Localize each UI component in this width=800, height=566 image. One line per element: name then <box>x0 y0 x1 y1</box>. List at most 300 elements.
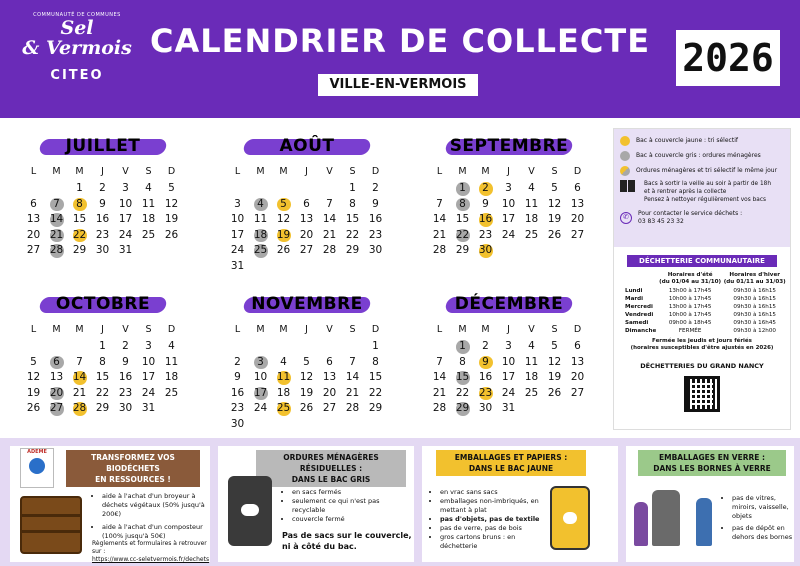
month-block <box>222 290 392 432</box>
citeo-logo: CITEO <box>50 68 104 83</box>
table-row <box>619 303 787 311</box>
weekday-header: M <box>279 324 288 335</box>
month-grid <box>22 322 188 417</box>
calendar-day: 12 <box>276 213 291 225</box>
calendar-day: 5 <box>168 182 175 194</box>
calendar-day: 8 <box>459 355 466 368</box>
list-item: • aide à l'achat d'un composteur (100% jusqu'à 50€) <box>102 523 210 541</box>
calendar-day: 12 <box>299 371 314 383</box>
calendar-day: 3 <box>505 182 512 194</box>
calendar-day: 19 <box>276 228 291 241</box>
calendar-day: 25 <box>524 228 539 241</box>
calendar-day: 26 <box>164 228 179 241</box>
calendar-day: 17 <box>501 213 516 225</box>
weekday-header: J <box>305 166 308 177</box>
calendar-day: 5 <box>551 182 558 194</box>
calendar-day: 23 <box>478 386 493 399</box>
calendar-day: 9 <box>234 371 241 383</box>
month-grid <box>226 322 392 432</box>
bins-instruction-2: et à rentrer après la collecte <box>644 189 727 195</box>
calendar-day: 28 <box>322 244 337 256</box>
hours-cell: 13h00 à 17h45 <box>668 304 712 310</box>
hours-cell: 10h00 à 17h45 <box>668 296 712 302</box>
list-item: • seulement ce qui n'est pas recyclable <box>292 497 414 515</box>
gris-title-1: ORDURES MÉNAGÈRES RÉSIDUELLES : <box>283 453 379 473</box>
calendar-day: 15 <box>345 213 360 225</box>
grey-dot-icon <box>620 151 630 161</box>
logo-brand-line1: Sel <box>60 17 94 39</box>
calendar-day: 13 <box>299 213 314 225</box>
empty-cell <box>68 339 91 355</box>
calendar-day: 16 <box>95 213 110 225</box>
weekday-header: M <box>52 166 61 177</box>
weekday-header: V <box>528 166 535 177</box>
page-title: CALENDRIER DE COLLECTE <box>149 22 651 60</box>
calendar-day: 22 <box>455 228 470 241</box>
month-block <box>18 290 188 417</box>
calendar-day: 9 <box>482 197 489 210</box>
calendar-day: 25 <box>524 386 539 399</box>
calendar-day: 24 <box>230 244 245 256</box>
legend-grey-label: Bac à couvercle gris : ordures ménagères <box>636 152 761 159</box>
weekday-header: S <box>145 166 152 177</box>
list-item: • pas d'objets, pas de textile <box>440 515 548 524</box>
calendar-day: 15 <box>455 213 470 225</box>
weekday-header: M <box>256 324 265 335</box>
weekday-header: D <box>573 324 582 335</box>
calendar-day: 19 <box>547 371 562 383</box>
calendar-day: 22 <box>345 228 360 241</box>
calendar-day: 22 <box>72 228 87 241</box>
calendar-day: 11 <box>253 213 268 225</box>
calendar-day: 29 <box>455 244 470 256</box>
person-icon <box>634 502 648 546</box>
weekday-header: D <box>371 166 380 177</box>
calendar-day: 13 <box>570 197 585 210</box>
header-banner <box>0 0 800 118</box>
calendar-day: 9 <box>474 355 497 371</box>
table-row <box>619 311 787 319</box>
calendar-day: 26 <box>276 244 291 256</box>
weekday-header: D <box>167 324 176 335</box>
jaune-title-1: EMBALLAGES ET PAPIERS : <box>454 453 568 462</box>
month-block <box>424 290 594 417</box>
calendar-day: 27 <box>322 402 337 414</box>
calendar-day: 6 <box>574 182 581 194</box>
calendar-day: 16 <box>478 371 493 383</box>
calendar-day: 28 <box>432 402 447 414</box>
closed-notice: Fermée les jeudis et jours fériés <box>652 338 752 344</box>
calendar-day: 6 <box>303 197 310 210</box>
calendar-day: 19 <box>164 213 179 225</box>
biodechets-link[interactable]: https://www.cc-seletvermois.fr/dechets <box>92 556 210 563</box>
closed-notice-note: (horaires susceptibles d'être ajustés en 2026) <box>630 345 774 351</box>
calendar-day: 10 <box>253 371 268 383</box>
month-grid <box>428 322 594 417</box>
hours-cell: 13h00 à 17h45 <box>668 288 712 294</box>
calendar-day: 16 <box>230 386 245 399</box>
ademe-logo <box>20 448 54 488</box>
weekday-header: D <box>167 166 176 177</box>
month-grid <box>22 164 188 259</box>
calendar-day: 10 <box>118 197 133 210</box>
calendar-day: 7 <box>349 355 356 368</box>
winter-hours-header: Horaires d'hiver <box>729 272 781 278</box>
calendar-day: 20 <box>322 386 337 399</box>
calendar-day: 30 <box>230 417 245 430</box>
weekday-header: J <box>101 166 104 177</box>
weekday-header: V <box>528 324 535 335</box>
empty-cell <box>272 181 295 197</box>
empty-cell <box>428 339 451 355</box>
logo-community-label: COMMUNAUTÉ DE COMMUNES <box>33 12 121 18</box>
calendar-day: 27 <box>26 244 41 256</box>
calendar-day: 23 <box>118 386 133 399</box>
logo-brand-line2: & Vermois <box>22 37 132 59</box>
calendar-day: 27 <box>570 228 585 241</box>
weekday-header: M <box>75 166 84 177</box>
summer-hours-range: (du 01/04 au 31/10) <box>659 279 722 285</box>
calendar-day: 8 <box>451 197 474 213</box>
weekday-header: S <box>551 166 558 177</box>
hours-cell: 10h00 à 17h45 <box>668 312 712 318</box>
calendar-day: 17 <box>118 213 133 225</box>
grey-bin-icon <box>228 476 272 546</box>
calendar-day: 3 <box>122 182 129 194</box>
hours-cell: 09h00 à 18h45 <box>668 320 712 326</box>
calendar-day: 11 <box>276 371 291 383</box>
weekday-header: M <box>481 324 490 335</box>
weekday-header: M <box>256 166 265 177</box>
calendar-day: 20 <box>49 386 64 399</box>
biodechets-title-1: TRANSFORMEZ VOS BIODÉCHETS <box>91 453 175 473</box>
list-item: • aide à l'achat d'un broyeur à déchets végétaux (50% jusqu'à 200€) <box>102 492 210 519</box>
weekday-header: V <box>326 324 333 335</box>
verre-title-1: EMBALLAGES EN VERRE : <box>659 453 765 462</box>
bins-instruction-3: Pensez à nettoyer régulièrement vos bacs <box>644 197 767 203</box>
calendar-day: 10 <box>501 197 516 210</box>
ademe-label: ADEME <box>27 449 47 455</box>
empty-cell <box>22 181 45 197</box>
calendar-day: 2 <box>122 340 129 352</box>
globe-icon <box>29 458 45 474</box>
calendar-day: 3 <box>505 340 512 352</box>
calendar-day: 29 <box>345 244 360 256</box>
calendar-day: 21 <box>322 228 337 241</box>
month-title: AOÛT <box>279 136 335 156</box>
calendar-day: 5 <box>303 355 310 368</box>
gris-note: Pas de sacs sur le couvercle, ni à côté du bac. <box>282 531 412 551</box>
calendar-day: 14 <box>49 213 64 225</box>
weekday-header: S <box>145 324 152 335</box>
jaune-title-2: DANS LE BAC JAUNE <box>468 464 554 473</box>
empty-cell <box>318 339 341 355</box>
calendar-day: 22 <box>455 386 470 399</box>
calendar-day: 28 <box>49 244 64 256</box>
weekday-header: L <box>30 166 37 177</box>
calendar-day: 17 <box>501 371 516 383</box>
table-row <box>619 327 787 335</box>
calendar-day: 27 <box>570 386 585 399</box>
weekday-header: M <box>75 324 84 335</box>
weekday-header: M <box>458 324 467 335</box>
calendar-day: 27 <box>49 402 64 414</box>
calendar-day: 30 <box>118 402 133 414</box>
calendar-day: 29 <box>455 402 470 414</box>
legend-yellow-label: Bac à couvercle jaune : tri sélectif <box>636 137 738 144</box>
calendar-day: 6 <box>326 355 333 368</box>
calendar-day: 24 <box>118 228 133 241</box>
calendar-day: 8 <box>99 355 106 368</box>
qr-code-icon[interactable] <box>684 376 720 412</box>
hours-cell: 09h30 à 16h15 <box>733 312 776 318</box>
calendar-day: 1 <box>372 340 379 352</box>
month-grid <box>226 164 392 274</box>
calendar-day: 26 <box>26 402 41 414</box>
calendar-day: 3 <box>145 340 152 352</box>
hours-cell: FERMÉE <box>678 328 702 334</box>
calendar-day: 17 <box>141 371 156 383</box>
opening-hours-table <box>619 271 787 335</box>
calendar-day: 8 <box>349 197 356 210</box>
month-grid <box>428 164 594 259</box>
calendar-day: 5 <box>551 340 558 352</box>
empty-cell <box>249 339 272 355</box>
calendar-day: 10 <box>230 213 245 225</box>
calendar-day: 26 <box>547 228 562 241</box>
sel-vermois-logo <box>22 12 132 108</box>
hours-cell: Samedi <box>625 320 649 326</box>
month-title: DÉCEMBRE <box>454 294 564 314</box>
month-block <box>222 132 392 274</box>
calendar-day: 13 <box>570 355 585 368</box>
calendar-day: 21 <box>345 386 360 399</box>
calendar-day: 24 <box>501 386 516 399</box>
calendar-day: 4 <box>249 197 272 213</box>
calendar-day: 23 <box>95 228 110 241</box>
calendar-day: 12 <box>547 197 562 210</box>
calendar-day: 4 <box>528 340 535 352</box>
calendar-day: 16 <box>368 213 383 225</box>
calendar-day: 5 <box>30 355 37 368</box>
gris-banner <box>256 450 406 487</box>
list-item: • pas de dépôt en dehors des bornes <box>732 524 794 542</box>
calendar-day: 30 <box>368 244 383 256</box>
calendar-day: 4 <box>145 182 152 194</box>
calendar-day: 3 <box>249 355 272 371</box>
month-title: OCTOBRE <box>55 294 151 314</box>
calendar-day: 29 <box>72 244 87 256</box>
list-item: • emballages non-imbriqués, en mettant à plat <box>440 497 548 515</box>
weekday-header: V <box>326 166 333 177</box>
grand-nancy-title: DÉCHETTERIES DU GRAND NANCY <box>640 362 764 370</box>
verre-banner <box>638 450 786 476</box>
calendar-day: 11 <box>164 355 179 368</box>
weekday-header: L <box>234 166 241 177</box>
calendar-day: 2 <box>372 182 379 194</box>
calendar-day: 20 <box>570 371 585 383</box>
hours-cell: Mercredi <box>625 304 653 310</box>
calendar-day: 14 <box>432 371 447 383</box>
calendar-day: 18 <box>253 228 268 241</box>
calendar-day: 2 <box>234 355 241 368</box>
calendar-day: 15 <box>368 371 383 383</box>
weekday-header: L <box>436 166 443 177</box>
jaune-banner <box>436 450 586 476</box>
calendar-day: 4 <box>280 355 287 368</box>
weekday-header: M <box>481 166 490 177</box>
calendar-day: 25 <box>253 244 268 256</box>
calendar-day: 5 <box>272 197 295 213</box>
calendar-day: 24 <box>501 228 516 241</box>
empty-cell <box>249 181 272 197</box>
calendar-day: 6 <box>574 340 581 352</box>
empty-cell <box>295 339 318 355</box>
calendar-day: 7 <box>326 197 333 210</box>
calendar-day: 1 <box>99 340 106 352</box>
calendar-day: 1 <box>76 182 83 194</box>
weekday-header: L <box>234 324 241 335</box>
calendar-day: 14 <box>322 213 337 225</box>
empty-cell <box>226 181 249 197</box>
calendar-day: 7 <box>436 355 443 368</box>
hours-cell: Dimanche <box>625 328 657 334</box>
table-row <box>619 319 787 327</box>
calendar-day: 19 <box>299 386 314 399</box>
calendar-day: 14 <box>345 371 360 383</box>
calendar-day: 4 <box>168 340 175 352</box>
biodechets-banner <box>66 450 200 487</box>
biodechets-note: Règlements et formulaires à retrouver sur : <box>92 540 207 555</box>
calendar-day: 30 <box>478 244 493 256</box>
calendar-day: 20 <box>299 228 314 241</box>
calendar-day: 17 <box>230 228 245 241</box>
weekday-header: M <box>52 324 61 335</box>
calendar-day: 16 <box>478 213 493 225</box>
calendar-day: 20 <box>26 228 41 241</box>
hours-cell: 09h30 à 16h15 <box>733 288 776 294</box>
table-row <box>619 295 787 303</box>
weekday-header: J <box>507 324 510 335</box>
glass-bank-icon <box>652 490 680 546</box>
weekday-header: S <box>349 166 356 177</box>
calendar-day: 31 <box>118 244 133 256</box>
calendar-day: 2 <box>482 340 489 352</box>
month-title: SEPTEMBRE <box>449 136 569 156</box>
list-item: • pas de verre, pas de bois <box>440 524 548 533</box>
weekday-header: S <box>551 324 558 335</box>
contact-phone[interactable]: 03 83 45 23 32 <box>638 218 684 225</box>
weekday-header: V <box>122 324 129 335</box>
jaune-panel <box>422 446 618 562</box>
hours-cell: 09h30 à 12h00 <box>733 328 776 334</box>
weekday-header: L <box>436 324 443 335</box>
calendar-day: 11 <box>524 355 539 368</box>
calendar-day: 7 <box>45 197 68 213</box>
calendar-day: 26 <box>299 402 314 414</box>
calendar-day: 24 <box>253 402 268 414</box>
mixed-dot-icon <box>620 166 630 176</box>
list-item: • en sacs fermés <box>292 488 414 497</box>
calendar-day: 8 <box>68 197 91 213</box>
calendar-day: 2 <box>474 181 497 197</box>
calendar-day: 8 <box>372 355 379 368</box>
calendar-day: 11 <box>524 197 539 210</box>
gris-title-2: DANS LE BAC GRIS <box>291 475 371 484</box>
list-item: • en vrac sans sacs <box>440 488 548 497</box>
list-item: • couvercle fermé <box>292 515 414 524</box>
month-block <box>18 132 188 259</box>
calendar-day: 4 <box>528 182 535 194</box>
calendar-day: 31 <box>501 402 516 414</box>
calendar-day: 18 <box>524 213 539 225</box>
list-item: • pas de vitres, miroirs, vaisselle, objets <box>732 494 794 521</box>
calendar-day: 12 <box>164 197 179 210</box>
calendar-day: 1 <box>451 339 474 355</box>
empty-cell <box>341 339 364 355</box>
person-icon <box>696 498 712 546</box>
weekday-header: J <box>101 324 104 335</box>
phone-icon: ✆ <box>620 212 632 224</box>
empty-cell <box>295 181 318 197</box>
calendar-day: 21 <box>432 228 447 241</box>
calendar-day: 13 <box>322 371 337 383</box>
calendar-day: 29 <box>95 402 110 414</box>
weekday-header: M <box>458 166 467 177</box>
calendar-day: 23 <box>230 402 245 414</box>
calendar-day: 25 <box>141 228 156 241</box>
calendar-day: 15 <box>72 213 87 225</box>
calendar-day: 18 <box>164 371 179 383</box>
calendar-day: 19 <box>26 386 41 399</box>
verre-title-2: DANS LES BORNES À VERRE <box>653 464 771 473</box>
calendar-day: 28 <box>345 402 360 414</box>
weekday-header: S <box>349 324 356 335</box>
list-item: • gros cartons bruns : en déchetterie <box>440 533 548 551</box>
calendar-day: 20 <box>570 213 585 225</box>
legend-panel <box>613 128 791 430</box>
verre-panel <box>626 446 794 562</box>
calendar-day: 16 <box>118 371 133 383</box>
calendar-day: 22 <box>95 386 110 399</box>
calendar-day: 30 <box>95 244 110 256</box>
calendar-day: 23 <box>478 228 493 241</box>
legend-key <box>614 129 790 247</box>
contact-label: Pour contacter le service déchets : <box>638 210 743 217</box>
yellow-dot-icon <box>620 136 630 146</box>
calendar-day: 24 <box>141 386 156 399</box>
gris-panel <box>218 446 414 562</box>
hours-cell: Lundi <box>625 288 643 294</box>
calendar-day: 18 <box>524 371 539 383</box>
empty-cell <box>45 181 68 197</box>
empty-cell <box>45 339 68 355</box>
calendar-day: 14 <box>72 371 87 383</box>
calendar-day: 12 <box>26 371 41 383</box>
calendar-day: 7 <box>436 197 443 210</box>
bins-icon <box>620 180 638 204</box>
bins-instruction-1: Bacs à sortir la veille au soir à partir de 18h <box>644 181 772 187</box>
month-title: NOVEMBRE <box>251 294 363 314</box>
empty-cell <box>272 339 295 355</box>
hours-cell: Vendredi <box>625 312 654 318</box>
calendar-day: 18 <box>276 386 291 399</box>
calendar-day: 30 <box>478 402 493 414</box>
winter-hours-range: (du 01/11 au 31/03) <box>723 279 786 285</box>
calendar-day: 15 <box>95 371 110 383</box>
calendar-day: 22 <box>368 386 383 399</box>
empty-cell <box>226 339 249 355</box>
